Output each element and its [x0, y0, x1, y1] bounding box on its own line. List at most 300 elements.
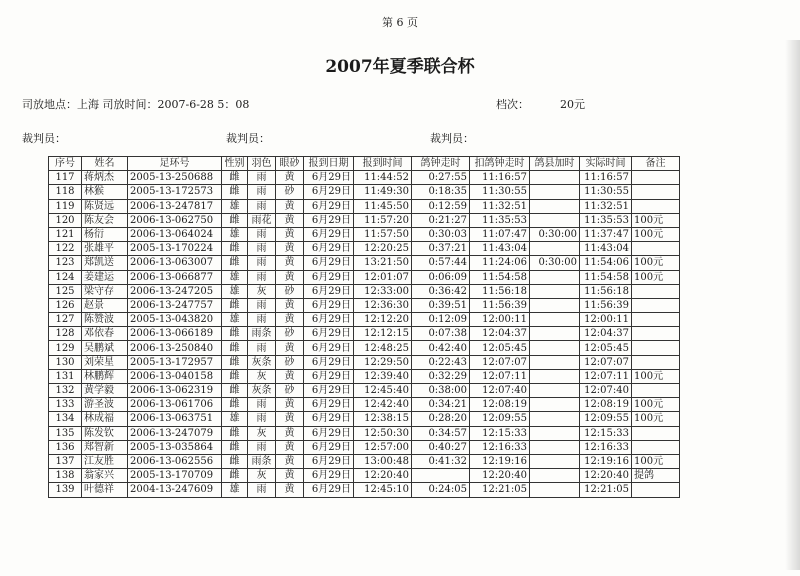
table-cell: 0:24:05 — [412, 483, 470, 497]
table-cell: 11:49:30 — [354, 185, 412, 199]
table-cell — [632, 298, 680, 312]
column-header: 羽色 — [248, 157, 276, 171]
table-cell: 0:28:20 — [412, 412, 470, 426]
table-cell: 黄 — [276, 171, 304, 185]
table-cell: 11:43:04 — [470, 242, 530, 256]
table-cell: 0:30:00 — [530, 256, 580, 270]
rank-value: 20元 — [560, 98, 585, 111]
table-cell — [632, 171, 680, 185]
table-cell: 刘荣星 — [82, 355, 128, 369]
table-cell: 12:29:50 — [354, 355, 412, 369]
table-cell: 雨条 — [248, 327, 276, 341]
table-cell: 12:19:16 — [580, 454, 632, 468]
table-cell: 100元 — [632, 213, 680, 227]
table-cell: 雌 — [222, 242, 248, 256]
table-cell: 6月29日 — [304, 341, 354, 355]
table-row — [49, 313, 680, 327]
table-cell: 砂 — [276, 384, 304, 398]
table-cell: 赵景 — [82, 298, 128, 312]
table-cell: 126 — [49, 298, 82, 312]
scan-edge-shadow — [785, 40, 800, 570]
table-cell: 11:32:51 — [580, 199, 632, 213]
column-header: 鸽县加时 — [530, 157, 580, 171]
table-cell: 雌 — [222, 298, 248, 312]
table-row — [49, 454, 680, 468]
table-row — [49, 426, 680, 440]
table-cell: 137 — [49, 454, 82, 468]
table-cell: 6月29日 — [304, 171, 354, 185]
table-cell: 12:01:07 — [354, 270, 412, 284]
table-cell: 6月29日 — [304, 483, 354, 497]
table-cell: 131 — [49, 369, 82, 383]
table-cell: 12:07:07 — [470, 355, 530, 369]
table-cell — [530, 298, 580, 312]
table-cell: 12:21:05 — [580, 483, 632, 497]
table-cell: 6月29日 — [304, 426, 354, 440]
table-cell: 郑凯送 — [82, 256, 128, 270]
table-cell: 雨 — [248, 398, 276, 412]
table-cell: 雌 — [222, 398, 248, 412]
table-cell: 12:57:00 — [354, 440, 412, 454]
table-cell: 雌 — [222, 369, 248, 383]
table-cell — [530, 454, 580, 468]
table-row — [49, 440, 680, 454]
table-row — [49, 185, 680, 199]
table-cell: 雨 — [248, 298, 276, 312]
table-cell: 雌 — [222, 213, 248, 227]
table-cell: 2006-13-040158 — [128, 369, 222, 383]
table-cell: 2006-13-247817 — [128, 199, 222, 213]
table-row — [49, 483, 680, 497]
table-cell: 12:07:11 — [470, 369, 530, 383]
table-cell: 2006-13-066877 — [128, 270, 222, 284]
column-header: 实际时间 — [580, 157, 632, 171]
table-cell: 100元 — [632, 227, 680, 241]
table-cell: 12:20:40 — [470, 469, 530, 483]
table-cell: 雄 — [222, 313, 248, 327]
table-cell: 12:50:30 — [354, 426, 412, 440]
table-cell: 黄 — [276, 313, 304, 327]
rank-label: 档次： — [496, 98, 529, 111]
table-cell: 雌 — [222, 469, 248, 483]
table-cell: 2006-13-063751 — [128, 412, 222, 426]
table-row — [49, 384, 680, 398]
table-cell: 翁家兴 — [82, 469, 128, 483]
table-cell: 6月29日 — [304, 355, 354, 369]
table-cell: 黄 — [276, 454, 304, 468]
table-row — [49, 270, 680, 284]
table-row — [49, 355, 680, 369]
table-cell: 100元 — [632, 369, 680, 383]
table-cell: 雨 — [248, 412, 276, 426]
table-cell: 0:30:00 — [530, 227, 580, 241]
table-cell: 雨 — [248, 313, 276, 327]
table-cell: 12:05:45 — [580, 341, 632, 355]
table-cell: 0:34:21 — [412, 398, 470, 412]
table-cell: 砂 — [276, 284, 304, 298]
table-cell — [530, 327, 580, 341]
table-row — [49, 213, 680, 227]
table-row — [49, 199, 680, 213]
table-cell: 13:21:50 — [354, 256, 412, 270]
table-cell: 139 — [49, 483, 82, 497]
table-cell: 0:06:09 — [412, 270, 470, 284]
table-cell: 11:24:06 — [470, 256, 530, 270]
table-cell — [530, 369, 580, 383]
table-cell: 11:16:57 — [470, 171, 530, 185]
table-cell: 黄 — [276, 341, 304, 355]
table-cell — [530, 185, 580, 199]
table-cell — [530, 412, 580, 426]
table-cell: 0:42:40 — [412, 341, 470, 355]
table-cell: 2006-13-061706 — [128, 398, 222, 412]
table-cell: 0:07:38 — [412, 327, 470, 341]
table-cell: 杨衍 — [82, 227, 128, 241]
column-header: 鸽钟走时 — [412, 157, 470, 171]
column-header: 性别 — [222, 157, 248, 171]
table-cell: 雌 — [222, 440, 248, 454]
column-header: 足环号 — [128, 157, 222, 171]
table-cell: 11:35:53 — [580, 213, 632, 227]
table-cell: 6月29日 — [304, 440, 354, 454]
table-cell: 11:56:39 — [580, 298, 632, 312]
table-cell: 雨 — [248, 341, 276, 355]
table-cell: 2006-13-062556 — [128, 454, 222, 468]
table-cell — [530, 213, 580, 227]
table-cell: 雨花 — [248, 213, 276, 227]
table-cell: 11:16:57 — [580, 171, 632, 185]
table-cell — [530, 440, 580, 454]
table-cell: 135 — [49, 426, 82, 440]
table-cell: 游圣波 — [82, 398, 128, 412]
table-cell: 6月29日 — [304, 284, 354, 298]
table-cell: 11:45:50 — [354, 199, 412, 213]
table-cell — [632, 341, 680, 355]
table-cell: 雄 — [222, 483, 248, 497]
table-cell: 雨 — [248, 242, 276, 256]
table-cell: 119 — [49, 199, 82, 213]
table-cell: 吴鹏斌 — [82, 341, 128, 355]
table-cell: 11:07:47 — [470, 227, 530, 241]
table-cell: 6月29日 — [304, 313, 354, 327]
table-cell: 12:38:15 — [354, 412, 412, 426]
table-cell: 0:12:59 — [412, 199, 470, 213]
table-cell: 灰 — [248, 369, 276, 383]
table-cell — [632, 355, 680, 369]
table-cell: 0:57:44 — [412, 256, 470, 270]
table-cell: 12:21:05 — [470, 483, 530, 497]
table-cell: 12:09:55 — [470, 412, 530, 426]
table-cell: 12:08:19 — [580, 398, 632, 412]
table-cell: 12:42:40 — [354, 398, 412, 412]
table-cell: 0:18:35 — [412, 185, 470, 199]
table-cell: 12:16:33 — [580, 440, 632, 454]
table-cell: 陈发钦 — [82, 426, 128, 440]
table-cell: 6月29日 — [304, 398, 354, 412]
table-cell: 0:37:21 — [412, 242, 470, 256]
table-cell: 灰条 — [248, 384, 276, 398]
table-cell: 灰条 — [248, 355, 276, 369]
table-cell: 灰 — [248, 426, 276, 440]
table-cell: 2005-13-043820 — [128, 313, 222, 327]
table-row — [49, 341, 680, 355]
table-cell: 雨 — [248, 199, 276, 213]
table-cell: 砂 — [276, 327, 304, 341]
table-cell: 11:43:04 — [580, 242, 632, 256]
table-cell: 陈赞波 — [82, 313, 128, 327]
table-cell: 12:45:10 — [354, 483, 412, 497]
table-cell: 6月29日 — [304, 227, 354, 241]
table-cell: 黄 — [276, 270, 304, 284]
table-cell: 136 — [49, 440, 82, 454]
table-cell: 黄学毅 — [82, 384, 128, 398]
table-cell: 12:04:37 — [580, 327, 632, 341]
table-cell: 12:33:00 — [354, 284, 412, 298]
table-cell: 122 — [49, 242, 82, 256]
table-cell: 2006-13-062750 — [128, 213, 222, 227]
table-cell: 128 — [49, 327, 82, 341]
table-cell — [530, 242, 580, 256]
table-cell: 130 — [49, 355, 82, 369]
table-row — [49, 469, 680, 483]
table-cell: 6月29日 — [304, 469, 354, 483]
table-cell: 6月29日 — [304, 369, 354, 383]
table-cell: 129 — [49, 341, 82, 355]
table-row — [49, 284, 680, 298]
table-cell: 12:48:25 — [354, 341, 412, 355]
table-cell: 11:54:58 — [470, 270, 530, 284]
table-cell — [632, 426, 680, 440]
table-cell: 12:20:40 — [354, 469, 412, 483]
table-cell: 黄 — [276, 213, 304, 227]
table-cell — [530, 284, 580, 298]
table-cell: 0:12:09 — [412, 313, 470, 327]
table-cell: 11:35:53 — [470, 213, 530, 227]
table-cell: 12:16:33 — [470, 440, 530, 454]
table-cell: 12:07:07 — [580, 355, 632, 369]
table-row — [49, 398, 680, 412]
column-header: 备注 — [632, 157, 680, 171]
table-cell: 138 — [49, 469, 82, 483]
table-cell: 6月29日 — [304, 185, 354, 199]
table-row — [49, 227, 680, 241]
table-cell: 134 — [49, 412, 82, 426]
column-header: 眼砂 — [276, 157, 304, 171]
table-cell: 132 — [49, 384, 82, 398]
table-row — [49, 369, 680, 383]
table-cell: 雄 — [222, 199, 248, 213]
table-cell: 林鹏辉 — [82, 369, 128, 383]
table-cell: 雨 — [248, 270, 276, 284]
table-cell: 12:20:25 — [354, 242, 412, 256]
table-cell: 2005-13-035864 — [128, 440, 222, 454]
table-cell: 2006-13-064024 — [128, 227, 222, 241]
table-cell: 雄 — [222, 227, 248, 241]
table-cell: 12:09:55 — [580, 412, 632, 426]
referee-label-2: 裁判员： — [226, 132, 270, 145]
table-cell: 12:36:30 — [354, 298, 412, 312]
table-cell: 黄 — [276, 469, 304, 483]
table-cell: 6月29日 — [304, 327, 354, 341]
table-cell — [632, 185, 680, 199]
table-cell — [530, 426, 580, 440]
table-cell: 林猴 — [82, 185, 128, 199]
table-cell — [530, 341, 580, 355]
table-cell: 黄 — [276, 398, 304, 412]
table-cell: 123 — [49, 256, 82, 270]
table-cell: 133 — [49, 398, 82, 412]
table-cell: 雌 — [222, 426, 248, 440]
table-cell — [632, 242, 680, 256]
table-row — [49, 242, 680, 256]
table-cell: 118 — [49, 185, 82, 199]
table-cell: 11:57:50 — [354, 227, 412, 241]
table-cell: 雨 — [248, 227, 276, 241]
table-cell: 100元 — [632, 270, 680, 284]
table-cell: 12:00:11 — [580, 313, 632, 327]
referee-label-1: 裁判员： — [22, 132, 66, 145]
table-cell — [632, 284, 680, 298]
table-cell: 2006-13-247079 — [128, 426, 222, 440]
table-cell: 砂 — [276, 185, 304, 199]
table-cell: 11:54:58 — [580, 270, 632, 284]
table-cell: 蒋炳杰 — [82, 171, 128, 185]
table-cell: 姜建运 — [82, 270, 128, 284]
table-cell: 12:15:33 — [580, 426, 632, 440]
table-cell: 0:22:43 — [412, 355, 470, 369]
table-cell: 2005-13-170224 — [128, 242, 222, 256]
table-cell: 灰 — [248, 469, 276, 483]
table-cell: 11:30:55 — [470, 185, 530, 199]
table-cell: 黄 — [276, 227, 304, 241]
table-cell: 12:19:16 — [470, 454, 530, 468]
table-cell: 雌 — [222, 454, 248, 468]
table-cell: 2006-13-247205 — [128, 284, 222, 298]
table-cell: 雌 — [222, 341, 248, 355]
table-cell: 11:57:20 — [354, 213, 412, 227]
table-cell: 0:39:51 — [412, 298, 470, 312]
table-cell: 黄 — [276, 483, 304, 497]
table-cell: 117 — [49, 171, 82, 185]
table-cell: 6月29日 — [304, 199, 354, 213]
table-cell: 0:38:00 — [412, 384, 470, 398]
table-cell: 6月29日 — [304, 298, 354, 312]
table-cell: 雌 — [222, 185, 248, 199]
table-cell: 2004-13-247609 — [128, 483, 222, 497]
table-row — [49, 412, 680, 426]
table-row — [49, 298, 680, 312]
table-cell: 2005-13-172573 — [128, 185, 222, 199]
table-cell: 雄 — [222, 284, 248, 298]
table-row — [49, 171, 680, 185]
table-cell: 黄 — [276, 298, 304, 312]
table-cell: 2005-13-172957 — [128, 355, 222, 369]
table-row — [49, 256, 680, 270]
table-cell: 0:21:27 — [412, 213, 470, 227]
page-number: 第 6 页 — [382, 16, 418, 29]
table-cell: 121 — [49, 227, 82, 241]
table-cell — [530, 313, 580, 327]
table-cell: 雨 — [248, 171, 276, 185]
table-cell: 125 — [49, 284, 82, 298]
table-cell: 0:41:32 — [412, 454, 470, 468]
table-cell: 11:56:18 — [580, 284, 632, 298]
table-cell: 11:30:55 — [580, 185, 632, 199]
table-cell: 0:27:55 — [412, 171, 470, 185]
table-cell: 2006-13-063007 — [128, 256, 222, 270]
table-cell: 林成福 — [82, 412, 128, 426]
table-cell: 陈贤远 — [82, 199, 128, 213]
table-cell: 黄 — [276, 199, 304, 213]
column-header: 扣鸽钟走时 — [470, 157, 530, 171]
table-cell: 雨 — [248, 483, 276, 497]
table-cell — [632, 483, 680, 497]
table-cell: 雄 — [222, 412, 248, 426]
table-cell: 黄 — [276, 242, 304, 256]
table-cell: 黄 — [276, 440, 304, 454]
table-cell: 提鸽 — [632, 469, 680, 483]
table-cell — [530, 384, 580, 398]
table-cell: 雨 — [248, 256, 276, 270]
table-cell — [632, 327, 680, 341]
table-cell — [632, 313, 680, 327]
table-cell: 127 — [49, 313, 82, 327]
table-cell: 雨条 — [248, 454, 276, 468]
table-cell: 2006-13-066189 — [128, 327, 222, 341]
table-cell: 雌 — [222, 327, 248, 341]
table-cell: 2006-13-250840 — [128, 341, 222, 355]
column-header: 报到日期 — [304, 157, 354, 171]
column-header: 姓名 — [82, 157, 128, 171]
table-cell: 郑智新 — [82, 440, 128, 454]
table-cell — [530, 171, 580, 185]
table-cell: 江友胜 — [82, 454, 128, 468]
table-cell: 0:40:27 — [412, 440, 470, 454]
table-cell: 2005-13-250688 — [128, 171, 222, 185]
table-cell: 邓依春 — [82, 327, 128, 341]
table-cell: 砂 — [276, 355, 304, 369]
table-cell: 雌 — [222, 171, 248, 185]
table-cell: 120 — [49, 213, 82, 227]
table-cell: 陈友会 — [82, 213, 128, 227]
table-cell — [530, 270, 580, 284]
table-cell: 黄 — [276, 369, 304, 383]
table-row — [49, 327, 680, 341]
table-cell: 6月29日 — [304, 242, 354, 256]
table-cell: 6月29日 — [304, 270, 354, 284]
table-cell: 雨 — [248, 440, 276, 454]
table-cell: 0:30:03 — [412, 227, 470, 241]
table-cell: 雌 — [222, 256, 248, 270]
table-cell: 12:08:19 — [470, 398, 530, 412]
table-cell: 100元 — [632, 454, 680, 468]
column-header: 序号 — [49, 157, 82, 171]
table-cell — [632, 384, 680, 398]
table-cell: 12:04:37 — [470, 327, 530, 341]
table-cell: 12:45:40 — [354, 384, 412, 398]
table-cell: 100元 — [632, 256, 680, 270]
table-header-row — [49, 157, 680, 171]
table-cell: 雌 — [222, 355, 248, 369]
table-cell: 100元 — [632, 398, 680, 412]
table-cell: 11:37:47 — [580, 227, 632, 241]
table-cell: 11:56:18 — [470, 284, 530, 298]
table-cell: 12:12:20 — [354, 313, 412, 327]
table-cell — [632, 199, 680, 213]
table-cell: 雌 — [222, 384, 248, 398]
table-cell: 雄 — [222, 270, 248, 284]
table-cell: 12:20:40 — [580, 469, 632, 483]
